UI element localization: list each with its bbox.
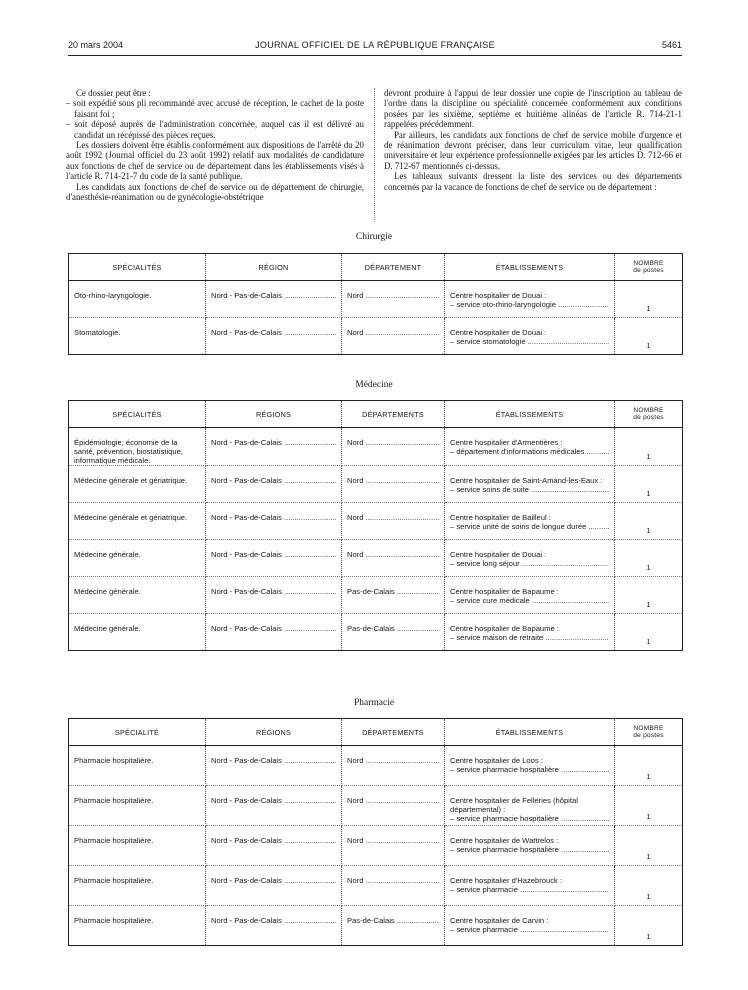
etablissement-cell: Centre hospitalier de Bapaume : – service cure médicale ..... bbox=[445, 577, 615, 614]
table-row bbox=[69, 281, 683, 318]
column-header: DÉPARTEMENTS bbox=[342, 719, 445, 746]
table-row bbox=[69, 906, 683, 946]
departement-cell: Nord ..... bbox=[342, 503, 445, 540]
departement-cell: Pas-de-Calais ..... bbox=[342, 614, 445, 651]
etablissement-cell: Centre hospitalier de Felleries (hôpital départemental) : – service pharmacie hospitalière ..... bbox=[445, 786, 615, 826]
region-cell: Nord - Pas-de-Calais ..... bbox=[206, 428, 342, 466]
region-cell: Nord - Pas-de-Calais ..... bbox=[206, 318, 342, 355]
table-chirurgie bbox=[68, 253, 683, 355]
column-header: RÉGION bbox=[206, 254, 342, 281]
departement-cell: Nord ..... bbox=[342, 746, 445, 786]
table-row bbox=[69, 428, 683, 466]
table-row bbox=[69, 540, 683, 577]
table-header-row bbox=[69, 254, 683, 281]
table-row bbox=[69, 503, 683, 540]
departement-cell: Nord ..... bbox=[342, 786, 445, 826]
column-header: RÉGIONS bbox=[206, 401, 342, 428]
nombre-postes-cell: 1 bbox=[615, 466, 683, 503]
column-header: SPÉCIALITÉ bbox=[69, 719, 206, 746]
departement-cell: Nord ..... bbox=[342, 318, 445, 355]
specialite-cell: Pharmacie hospitalière. bbox=[69, 746, 206, 786]
journal-title: JOURNAL OFFICIEL DE LA RÉPUBLIQUE FRANÇAISE bbox=[255, 40, 495, 50]
page-number: 5461 bbox=[661, 40, 682, 50]
etablissement-cell: Centre hospitalier d'Hazebrouck : – service pharmacie ..... bbox=[445, 866, 615, 906]
specialite-cell: Médecine générale et gériatrique. bbox=[69, 466, 206, 503]
departement-cell: Nord ..... bbox=[342, 281, 445, 318]
nombre-postes-cell: 1 bbox=[615, 503, 683, 540]
specialite-cell: Stomatologie. bbox=[69, 318, 206, 355]
column-header: NOMBRE de postes bbox=[615, 254, 683, 281]
specialite-cell: Pharmacie hospitalière. bbox=[69, 866, 206, 906]
column-header: DÉPARTEMENT bbox=[342, 254, 445, 281]
departement-cell: Nord ..... bbox=[342, 826, 445, 866]
intro-right-column bbox=[384, 88, 682, 192]
intro-text bbox=[66, 88, 684, 223]
nombre-postes-cell: 1 bbox=[615, 786, 683, 826]
departement-cell: Nord ..... bbox=[342, 428, 445, 466]
region-cell: Nord - Pas-de-Calais ..... bbox=[206, 281, 342, 318]
nombre-postes-cell: 1 bbox=[615, 428, 683, 466]
region-cell: Nord - Pas-de-Calais ..... bbox=[206, 826, 342, 866]
departement-cell: Pas-de-Calais ..... bbox=[342, 577, 445, 614]
table-row bbox=[69, 614, 683, 651]
departement-cell: Nord ..... bbox=[342, 466, 445, 503]
header-date: 20 mars 2004 bbox=[68, 40, 124, 50]
paragraph: – soit déposé auprès de l'administration concernée, auquel cas il est délivré au candidat un récépissé des pièces reçues. bbox=[66, 119, 364, 140]
column-header: ÉTABLISSEMENTS bbox=[445, 719, 615, 746]
nombre-postes-cell: 1 bbox=[615, 577, 683, 614]
table-body bbox=[69, 281, 683, 355]
region-cell: Nord - Pas-de-Calais ..... bbox=[206, 906, 342, 946]
table-row bbox=[69, 466, 683, 503]
etablissement-cell: Centre hospitalier de Loos : – service pharmacie hospitalière ..... bbox=[445, 746, 615, 786]
paragraph: devront produire à l'appui de leur dossier une copie de l'inscription au tableau de l'ordre dans la discipline ou spécialité concernée conformément aux conditions posées par les sixième, septième et huitième alinéas de l'article R. 714-21-1 rappelées précédemment. bbox=[384, 88, 682, 130]
column-header: SPÉCIALITÉS bbox=[69, 254, 206, 281]
specialite-cell: Pharmacie hospitalière. bbox=[69, 786, 206, 826]
specialite-cell: Médecine générale et gériatrique. bbox=[69, 503, 206, 540]
paragraph: Les tableaux suivants dressent la liste des services ou des départements concernés par la vacance de fonctions de chef de service ou de département : bbox=[384, 171, 682, 192]
table-row bbox=[69, 826, 683, 866]
column-separator bbox=[374, 88, 375, 220]
nombre-postes-cell: 1 bbox=[615, 614, 683, 651]
column-header: RÉGIONS bbox=[206, 719, 342, 746]
etablissement-cell: Centre hospitalier de Carvin : – service pharmacie ..... bbox=[445, 906, 615, 946]
column-header: NOMBRE de postes bbox=[615, 401, 683, 428]
specialite-cell: Épidémiologie, économie de la santé, prévention, biostatistique, informatique médicale. bbox=[69, 428, 206, 466]
departement-cell: Pas-de-Calais ..... bbox=[342, 906, 445, 946]
column-header: SPÉCIALITÉS bbox=[69, 401, 206, 428]
region-cell: Nord - Pas-de-Calais ..... bbox=[206, 746, 342, 786]
table-row bbox=[69, 786, 683, 826]
table-row bbox=[69, 318, 683, 355]
departement-cell: Nord ..... bbox=[342, 540, 445, 577]
table-row bbox=[69, 746, 683, 786]
paragraph: Par ailleurs, les candidats aux fonctions de chef de service mobile d'urgence et de réanimation devront préciser, dans leur curriculum vitae, leur qualification universitaire et leur expérience professionnelle exigées par les articles D. 712-66 et D. 712-67 mentionnés ci-dessus. bbox=[384, 129, 682, 171]
etablissement-cell: Centre hospitalier de Douai : – service long séjour ..... bbox=[445, 540, 615, 577]
etablissement-cell: Centre hospitalier de Saint-Amand-les-Eaux : – service soins de suite ..... bbox=[445, 466, 615, 503]
region-cell: Nord - Pas-de-Calais ..... bbox=[206, 614, 342, 651]
nombre-postes-cell: 1 bbox=[615, 281, 683, 318]
table-pharmacie bbox=[68, 718, 683, 946]
table-body bbox=[69, 428, 683, 651]
table-body bbox=[69, 746, 683, 946]
section-title-chirurgie: Chirurgie bbox=[355, 232, 393, 242]
region-cell: Nord - Pas-de-Calais ..... bbox=[206, 577, 342, 614]
nombre-postes-cell: 1 bbox=[615, 540, 683, 577]
paragraph: – soit expédié sous pli recommandé avec accusé de réception, le cachet de la poste faisant foi ; bbox=[66, 98, 364, 119]
table-medecine bbox=[68, 400, 683, 651]
etablissement-cell: Centre hospitalier de Douai : – service stomatologie ..... bbox=[445, 318, 615, 355]
specialite-cell: Pharmacie hospitalière. bbox=[69, 826, 206, 866]
column-header: DÉPARTEMENTS bbox=[342, 401, 445, 428]
header-rule bbox=[68, 55, 682, 56]
nombre-postes-cell: 1 bbox=[615, 746, 683, 786]
region-cell: Nord - Pas-de-Calais ..... bbox=[206, 503, 342, 540]
etablissement-cell: Centre hospitalier de Douai : – service oto-rhino-laryngologie ..... bbox=[445, 281, 615, 318]
table-header-row bbox=[69, 719, 683, 746]
specialite-cell: Pharmacie hospitalière. bbox=[69, 906, 206, 946]
departement-cell: Nord ..... bbox=[342, 866, 445, 906]
nombre-postes-cell: 1 bbox=[615, 826, 683, 866]
page-header bbox=[68, 40, 682, 54]
table-row bbox=[69, 866, 683, 906]
nombre-postes-cell: 1 bbox=[615, 318, 683, 355]
region-cell: Nord - Pas-de-Calais ..... bbox=[206, 866, 342, 906]
etablissement-cell: Centre hospitalier de Wattrelos : – service pharmacie hospitalière ..... bbox=[445, 826, 615, 866]
paragraph: Ce dossier peut être : bbox=[76, 88, 151, 98]
paragraph: Les dossiers doivent être établis conformément aux dispositions de l'arrêté du 20 août 1992 (Journal officiel du 23 août 1992) relatif aux modalités de candidature aux fonctions de chef de service ou de département dans les établissements visés à l'article R. 714-21-7 du code de la santé publique. bbox=[66, 140, 364, 182]
paragraph: Les candidats aux fonctions de chef de service ou de département de chirurgie, d'anesthésie-réanimation ou de gynécologie-obstétrique bbox=[66, 181, 364, 203]
column-header: ÉTABLISSEMENTS bbox=[445, 254, 615, 281]
nombre-postes-cell: 1 bbox=[615, 906, 683, 946]
column-header: NOMBRE de postes bbox=[615, 719, 683, 746]
specialite-cell: Médecine générale. bbox=[69, 614, 206, 651]
nombre-postes-cell: 1 bbox=[615, 866, 683, 906]
section-title-medecine: Médecine bbox=[355, 380, 393, 390]
specialite-cell: Médecine générale. bbox=[69, 577, 206, 614]
column-header: ÉTABLISSEMENTS bbox=[445, 401, 615, 428]
specialite-cell: Médecine générale. bbox=[69, 540, 206, 577]
specialite-cell: Oto-rhino-laryngologie. bbox=[69, 281, 206, 318]
intro-left-column bbox=[66, 88, 364, 202]
region-cell: Nord - Pas-de-Calais ..... bbox=[206, 786, 342, 826]
etablissement-cell: Centre hospitalier d'Armentières : – département d'informations médicales ..... bbox=[445, 428, 615, 466]
etablissement-cell: Centre hospitalier de Bapaume : – service maison de retraite ..... bbox=[445, 614, 615, 651]
table-row bbox=[69, 577, 683, 614]
region-cell: Nord - Pas-de-Calais ..... bbox=[206, 540, 342, 577]
table-header-row bbox=[69, 401, 683, 428]
region-cell: Nord - Pas-de-Calais ..... bbox=[206, 466, 342, 503]
etablissement-cell: Centre hospitalier de Bailleul : – service unité de soins de longue durée ..... bbox=[445, 503, 615, 540]
section-title-pharmacie: Pharmacie bbox=[353, 698, 395, 708]
